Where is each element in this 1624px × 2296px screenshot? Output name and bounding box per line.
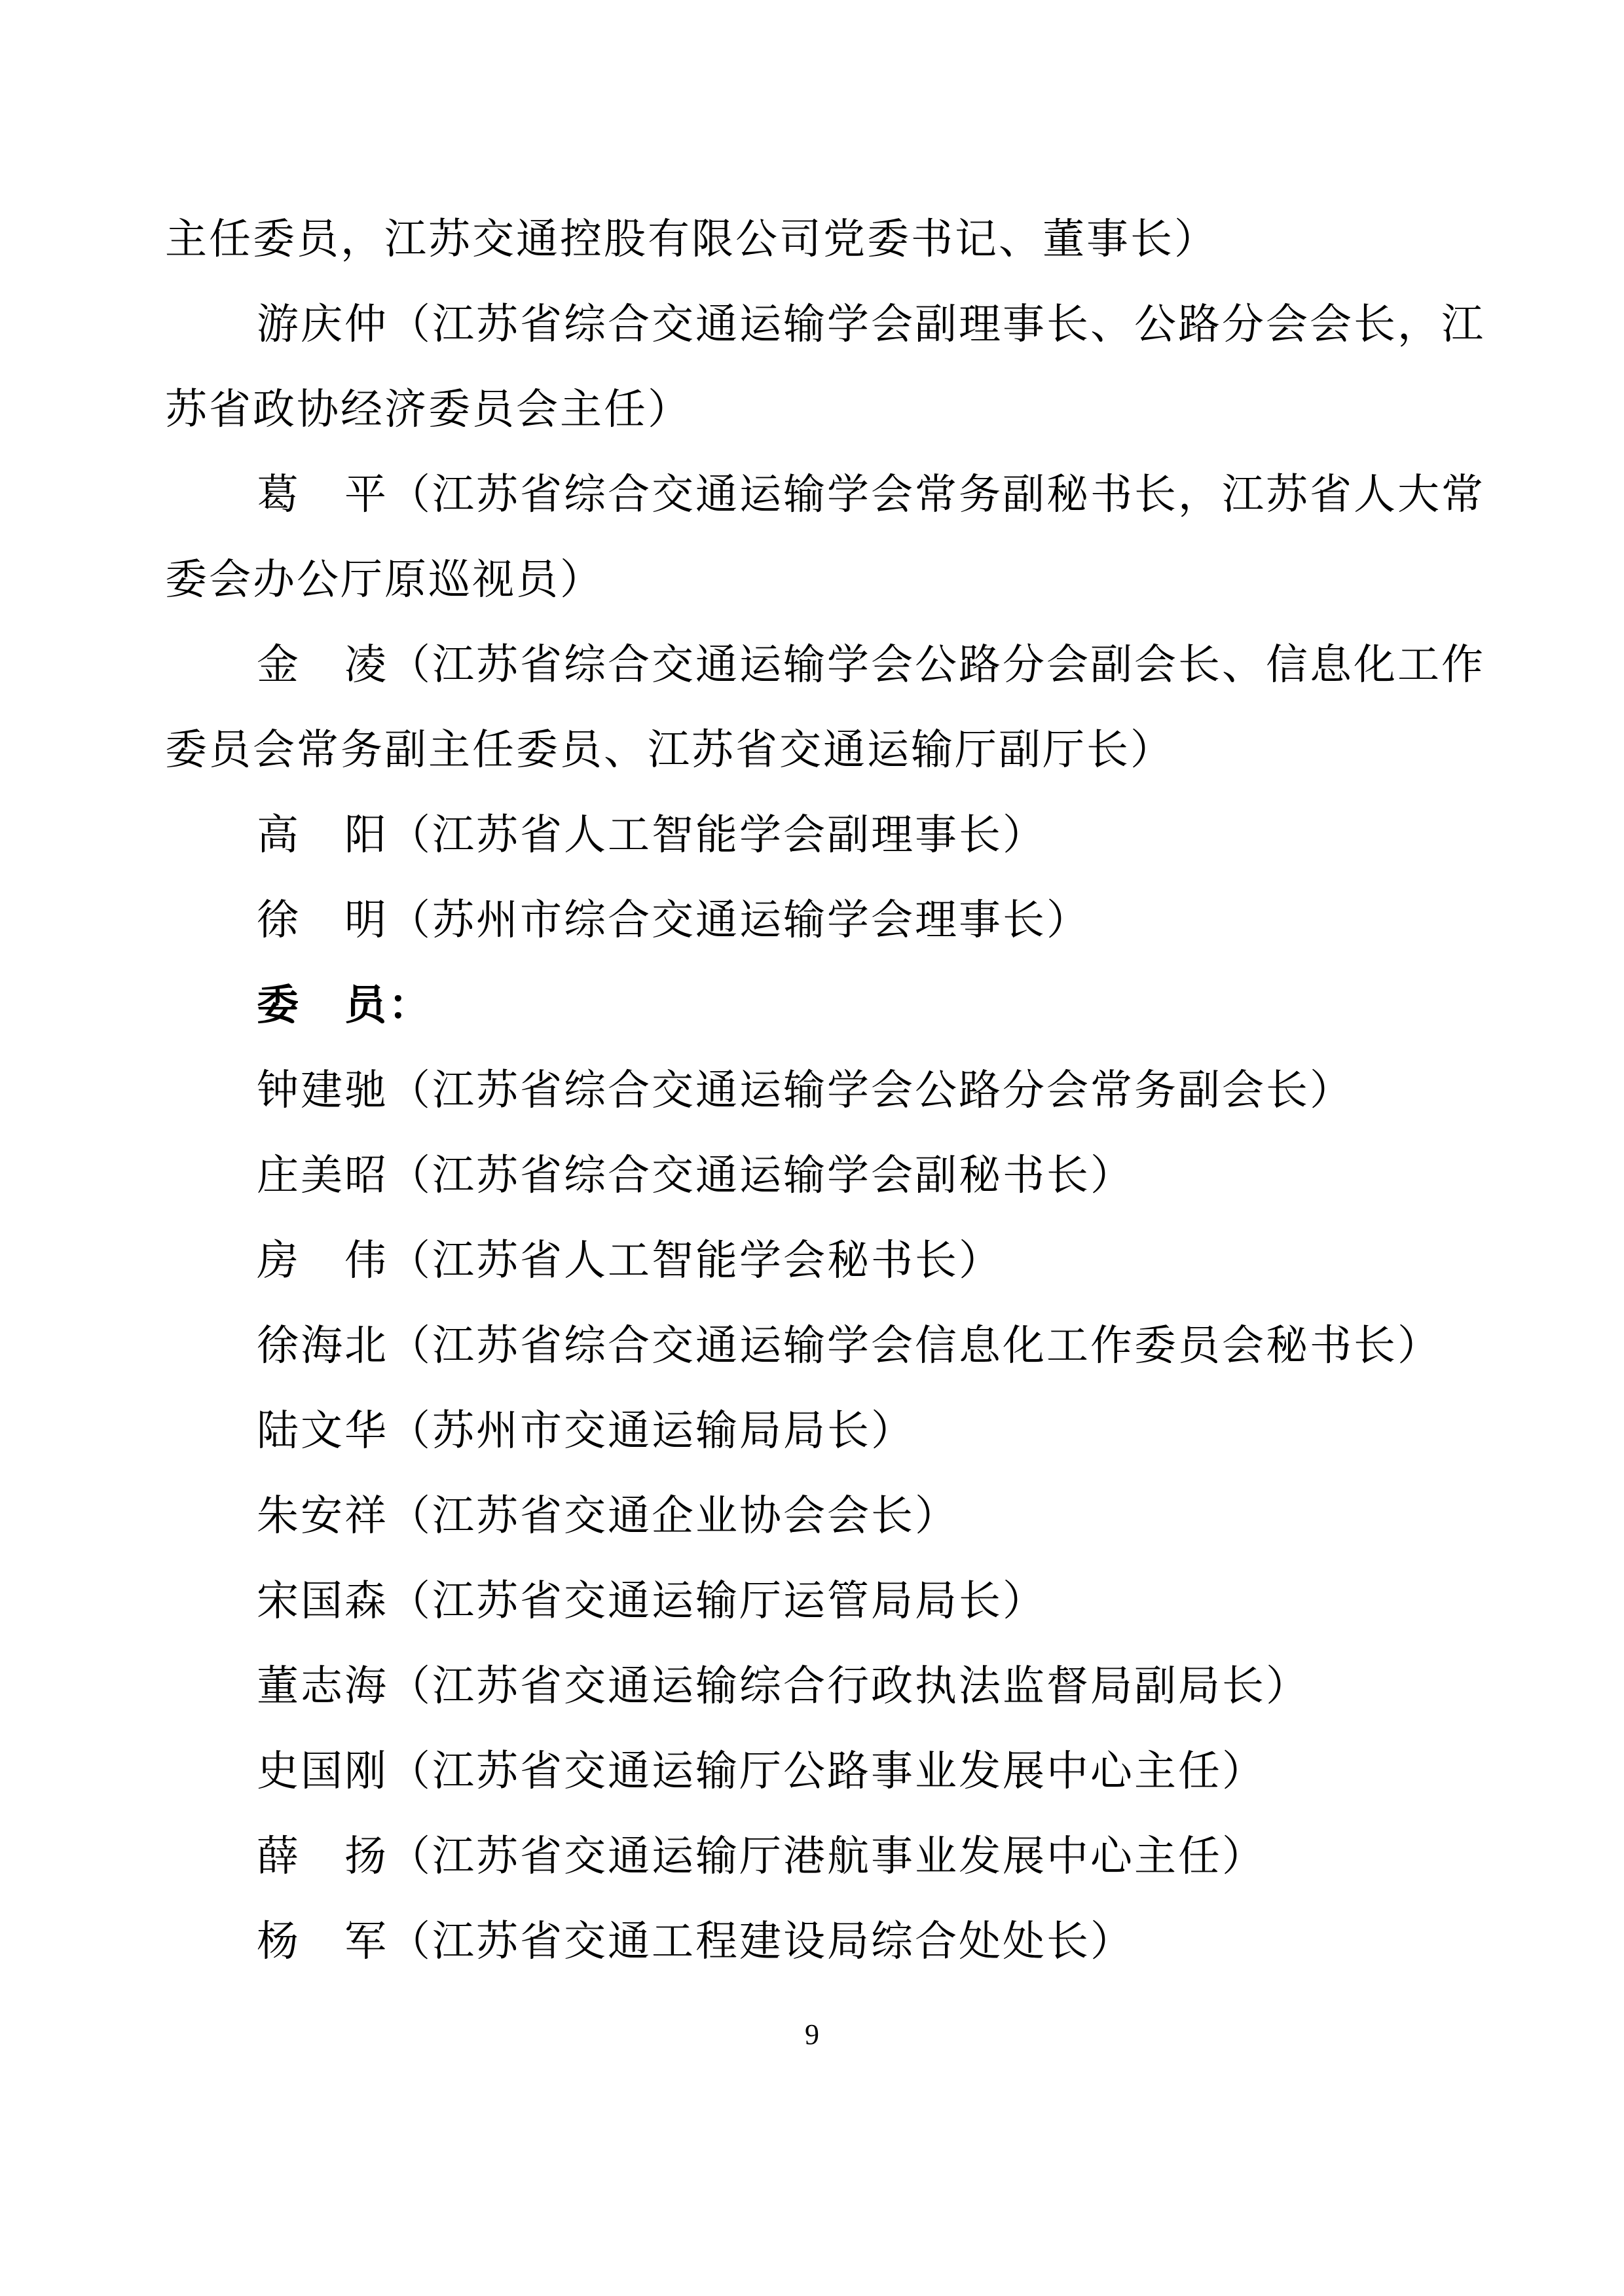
text-line: 徐 明（苏州市综合交通运输学会理事长） (257, 897, 1090, 943)
text-line: 房 伟（江苏省人工智能学会秘书长） (257, 1237, 1003, 1284)
text-line: 高 阳（江苏省人工智能学会副理事长） (257, 812, 1046, 858)
text-line: 杨 军（江苏省交通工程建设局综合处处长） (257, 1918, 1134, 1965)
document-body (165, 197, 1485, 1984)
text-line: 薛 扬（江苏省交通运输厅港航事业发展中心主任） (257, 1833, 1266, 1880)
text-line: 徐海北（江苏省综合交通运输学会信息化工作委员会秘书长） (257, 1322, 1441, 1369)
text-line: 史国刚（江苏省交通运输厅公路事业发展中心主任） (257, 1748, 1266, 1795)
text-line: 苏省政协经济委员会主任） (165, 386, 692, 433)
text-line: 董志海（江苏省交通运输综合行政执法监督局副局长） (257, 1663, 1310, 1709)
text-line: 委 员： (257, 982, 432, 1029)
text-line: 委员会常务副主任委员、江苏省交通运输厅副厅长） (165, 727, 1174, 773)
page-number: 9 (805, 2018, 819, 2050)
text-line: 庄美昭（江苏省综合交通运输学会副秘书长） (257, 1152, 1134, 1199)
text-line: 朱安祥（江苏省交通企业协会会长） (257, 1493, 959, 1539)
text-line: 主任委员，江苏交通控股有限公司党委书记、董事长） (165, 216, 1218, 263)
text-line: 宋国森（江苏省交通运输厅运管局局长） (257, 1578, 1046, 1624)
text-line: 钟建驰（江苏省综合交通运输学会公路分会常务副会长） (257, 1067, 1354, 1114)
text-line: 陆文华（苏州市交通运输局局长） (257, 1408, 915, 1454)
text-line: 金 凌（江苏省综合交通运输学会公路分会副会长、信息化工作 (257, 642, 1485, 688)
text-line: 游庆仲（江苏省综合交通运输学会副理事长、公路分会会长，江 (257, 301, 1485, 348)
text-line: 葛 平（江苏省综合交通运输学会常务副秘书长，江苏省人大常 (257, 471, 1485, 518)
text-line: 委会办公厅原巡视员） (165, 556, 604, 603)
